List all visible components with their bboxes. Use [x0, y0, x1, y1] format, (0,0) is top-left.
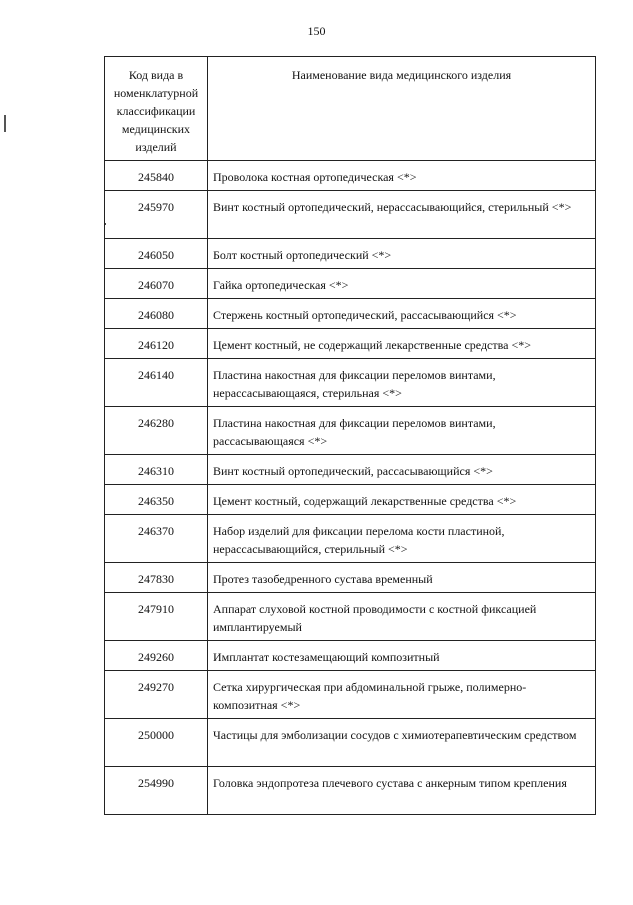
row-code: 246140	[105, 359, 208, 407]
table-row	[105, 767, 596, 815]
row-name: Частицы для эмболизации сосудов с химиотерапевтическим средством	[208, 719, 596, 767]
row-code: 249270	[105, 671, 208, 719]
row-code: 245970	[105, 191, 208, 239]
row-name: Головка эндопротеза плечевого сустава с анкерным типом крепления	[208, 767, 596, 815]
table-row	[105, 671, 596, 719]
row-code: 246120	[105, 329, 208, 359]
row-code: 247910	[105, 593, 208, 641]
row-name: Имплантат костезамещающий композитный	[208, 641, 596, 671]
row-name: Винт костный ортопедический, рассасывающийся <*>	[208, 455, 596, 485]
table-row	[105, 455, 596, 485]
table-header-row	[105, 57, 596, 161]
row-name: Протез тазобедренного сустава временный	[208, 563, 596, 593]
header-code: Код вида в номенклатурной классификации медицинских изделий	[105, 57, 208, 161]
row-code: 246370	[105, 515, 208, 563]
row-name: Винт костный ортопедический, нерассасывающийся, стерильный <*>	[208, 191, 596, 239]
table-row	[105, 719, 596, 767]
table-row	[105, 641, 596, 671]
row-code: 246350	[105, 485, 208, 515]
table-row	[105, 593, 596, 641]
table-row	[105, 269, 596, 299]
row-name: Пластина накостная для фиксации переломов винтами, рассасывающаяся <*>	[208, 407, 596, 455]
header-name: Наименование вида медицинского изделия	[208, 57, 596, 161]
row-name: Проволока костная ортопедическая <*>	[208, 161, 596, 191]
row-code: 246080	[105, 299, 208, 329]
row-name: Цемент костный, содержащий лекарственные средства <*>	[208, 485, 596, 515]
table-row	[105, 191, 596, 239]
table-row	[105, 407, 596, 455]
table-row	[105, 239, 596, 269]
row-code: 250000	[105, 719, 208, 767]
page-number: 150	[307, 24, 326, 38]
row-code: 246050	[105, 239, 208, 269]
table-row	[105, 485, 596, 515]
row-code: 247830	[105, 563, 208, 593]
row-name: Набор изделий для фиксации перелома кости пластиной, нерассасывающийся, стерильный <*>	[208, 515, 596, 563]
row-code: 254990	[105, 767, 208, 815]
row-name: Стержень костный ортопедический, рассасывающийся <*>	[208, 299, 596, 329]
table-row	[105, 329, 596, 359]
row-name: Сетка хирургическая при абдоминальной грыже, полимерно-композитная <*>	[208, 671, 596, 719]
row-name: Гайка ортопедическая <*>	[208, 269, 596, 299]
row-code: 246070	[105, 269, 208, 299]
scan-margin-mark	[4, 115, 6, 132]
row-code: 245840	[105, 161, 208, 191]
row-code: 249260	[105, 641, 208, 671]
row-name: Аппарат слуховой костной проводимости с костной фиксацией имплантируемый	[208, 593, 596, 641]
table-row	[105, 299, 596, 329]
table-row	[105, 563, 596, 593]
table-row	[105, 359, 596, 407]
row-code: 246310	[105, 455, 208, 485]
row-name: Болт костный ортопедический <*>	[208, 239, 596, 269]
row-code: 246280	[105, 407, 208, 455]
row-name: Пластина накостная для фиксации переломов винтами, нерассасывающаяся, стерильная <*>	[208, 359, 596, 407]
table-row	[105, 161, 596, 191]
medical-devices-table	[104, 56, 596, 815]
row-name: Цемент костный, не содержащий лекарственные средства <*>	[208, 329, 596, 359]
table-row	[105, 515, 596, 563]
